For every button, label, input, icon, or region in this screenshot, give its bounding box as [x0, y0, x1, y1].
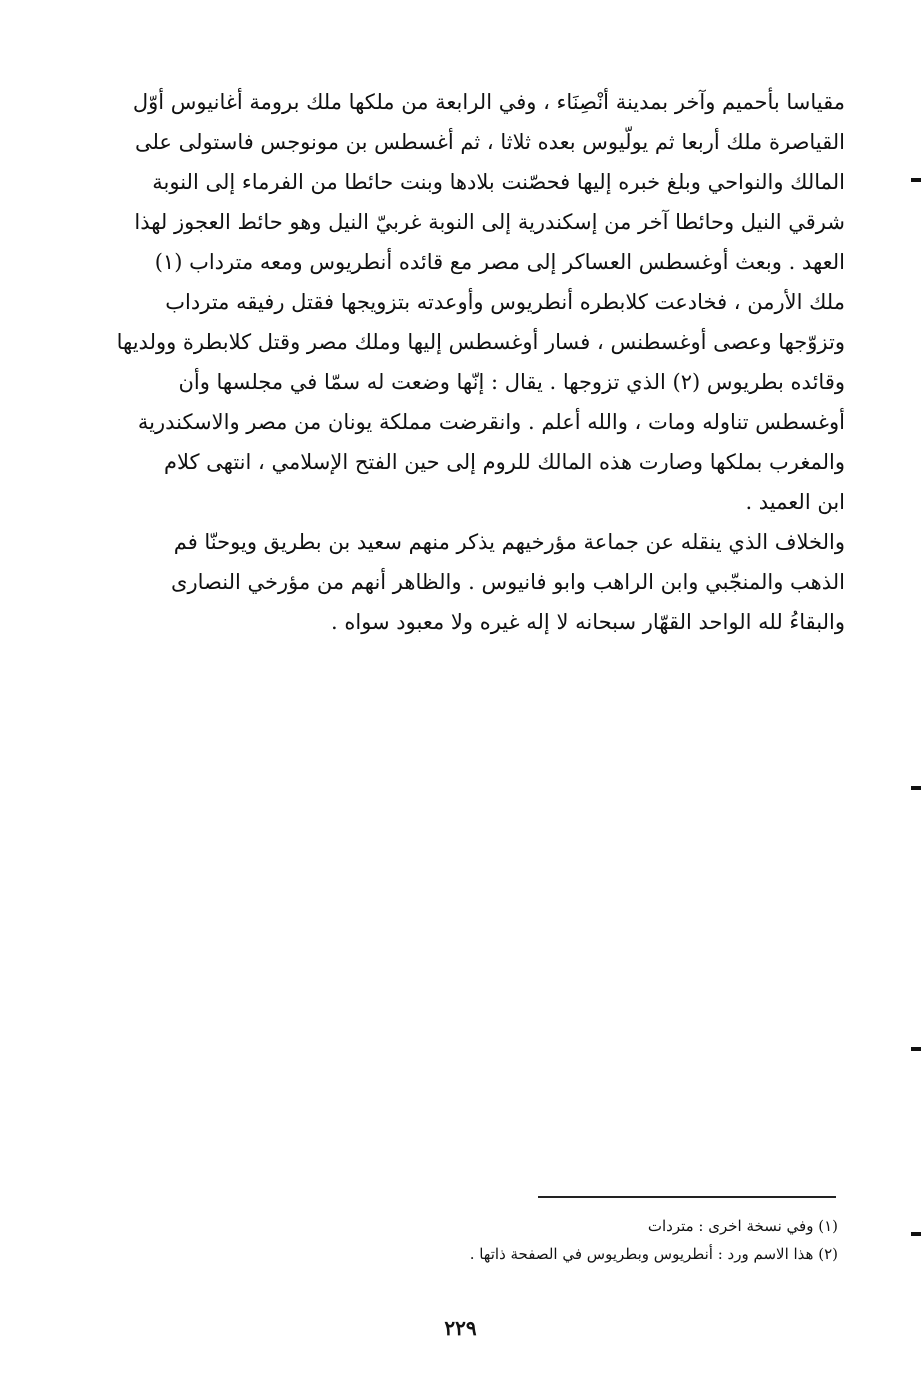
main-text — [100, 82, 845, 642]
footnote-divider — [538, 1196, 836, 1198]
text-line: الذهب والمنجّبي وابن الراهب وابو فانيوس . والظاهر أنهم من مؤرخي النصارى — [171, 570, 845, 594]
text-line: ابن العميد . — [745, 490, 845, 514]
footnote-1: (١) وفي نسخة اخرى : متردات — [647, 1217, 838, 1235]
text-line: العهد . وبعث أوغسطس العساكر إلى مصر مع قائده أنطريوس ومعه مترداب (١) — [154, 250, 845, 274]
footnotes — [300, 1212, 838, 1268]
margin-tick-mark — [911, 1232, 921, 1236]
margin-tick-mark — [911, 178, 921, 182]
text-line: والبقاءُ لله الواحد القهّار سبحانه لا إله غيره ولا معبود سواه . — [331, 610, 845, 634]
text-line: شرقي النيل وحائطا آخر من إسكندرية إلى النوبة غربيّ النيل وهو حائط العجوز لهذا — [134, 210, 845, 234]
text-line: وتزوّجها وعصى أوغسطنس ، فسار أوغسطس إليها وملك مصر وقتل كلابطرة وولديها — [116, 330, 845, 354]
footnote-2: (٢) هذا الاسم ورد : أنطريوس وبطريوس في الصفحة ذاتها . — [469, 1245, 838, 1263]
text-line: ملك الأرمن ، فخادعت كلابطره أنطريوس وأوعدته بتزويجها فقتل رفيقه مترداب — [165, 290, 845, 314]
text-line: مقياسا بأحميم وآخر بمدينة أنْصِنَاء ، وفي الرابعة من ملكها ملك برومة أغانيوس أوّل — [132, 90, 845, 114]
margin-tick-mark — [911, 1047, 921, 1051]
text-line: القياصرة ملك أربعا ثم يولّيوس بعده ثلاثا ، ثم أغسطس بن مونوجس فاستولى على — [134, 130, 845, 154]
text-line: والخلاف الذي ينقله عن جماعة مؤرخيهم يذكر منهم سعيد بن بطريق ويوحنّا فم — [173, 530, 845, 554]
page-number: ٢٢٩ — [444, 1316, 477, 1340]
text-line: والمغرب بملكها وصارت هذه المالك للروم إلى حين الفتح الإسلامي ، انتهى كلام — [163, 450, 845, 474]
text-line: المالك والنواحي وبلغ خبره إليها فحصّنت بلادها وبنت حائطا من الفرماء إلى النوبة — [152, 170, 845, 194]
margin-tick-mark — [911, 786, 921, 790]
text-line: أوغسطس تناوله ومات ، والله أعلم . وانقرضت مملكة يونان من مصر والاسكندرية — [137, 410, 845, 434]
text-line: وقائده بطريوس (٢) الذي تزوجها . يقال : إنّها وضعت له سمّا في مجلسها وأن — [178, 370, 845, 394]
